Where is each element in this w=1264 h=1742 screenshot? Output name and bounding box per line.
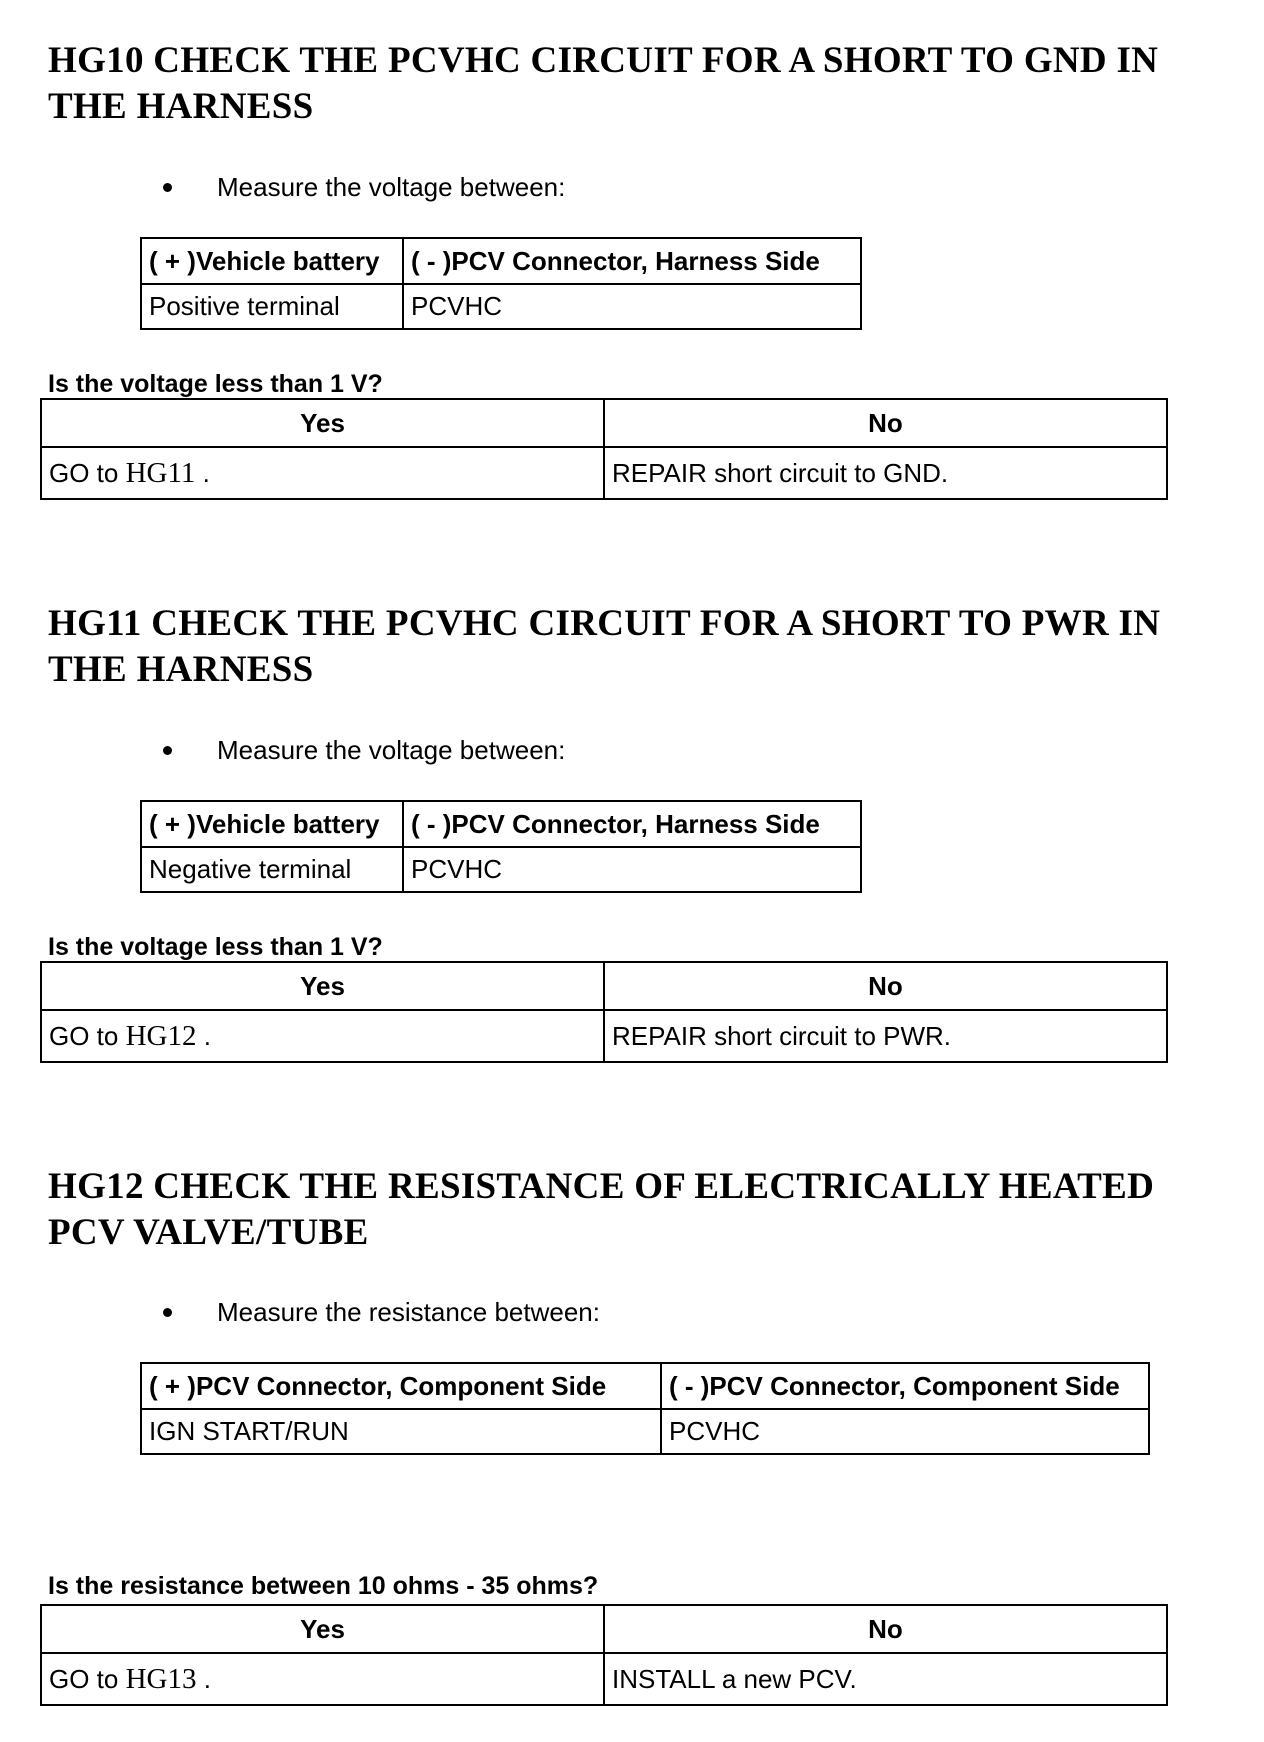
yes-header: Yes [41,962,604,1010]
no-action-cell: REPAIR short circuit to GND. [604,447,1167,499]
step-title-hg10: HG10 CHECK THE PCVHC CIRCUIT FOR A SHORT TO GND IN THE HARNESS [48,40,1159,127]
step-link-hg13[interactable]: HG13 [125,1662,197,1695]
bullet-icon [163,183,172,192]
question-hg10: Is the voltage less than 1 V? [48,370,383,398]
yes-action-cell [41,1653,604,1705]
yes-action-cell [41,1010,604,1062]
yes-action-suffix: . [203,1020,211,1051]
instruction-text: Measure the resistance between: [217,1297,600,1327]
measure-header-positive: ( + )Vehicle battery [141,238,403,284]
bullet-icon [163,1308,172,1317]
instruction-hg12 [163,1297,600,1327]
measure-cell-negative: PCVHC [661,1409,1149,1454]
result-table-hg12 [40,1604,1168,1706]
measurement-table-hg11 [140,800,862,893]
measure-cell-positive: IGN START/RUN [141,1409,661,1454]
instruction-text: Measure the voltage between: [217,172,566,202]
measure-cell-positive: Positive terminal [141,284,403,329]
no-header: No [604,1605,1167,1653]
step-title-hg12: HG12 CHECK THE RESISTANCE OF ELECTRICALLY HEATED PCV VALVE/TUBE [48,1166,1155,1253]
measure-cell-negative: PCVHC [403,284,861,329]
yes-header: Yes [41,1605,604,1653]
yes-action-prefix: GO to [49,457,119,488]
result-table-hg11 [40,961,1168,1063]
bullet-icon [163,746,172,755]
no-header: No [604,962,1167,1010]
question-hg11: Is the voltage less than 1 V? [48,933,383,961]
question-hg12: Is the resistance between 10 ohms - 35 ohms? [48,1572,599,1600]
measurement-table-hg10 [140,237,862,330]
step-link-hg12[interactable]: HG12 [125,1019,197,1052]
step-title-hg11: HG11 CHECK THE PCVHC CIRCUIT FOR A SHORT TO PWR IN THE HARNESS [48,603,1161,690]
yes-action-prefix: GO to [49,1020,119,1051]
measurement-table-hg12 [140,1362,1150,1455]
measure-header-negative: ( - )PCV Connector, Harness Side [403,238,861,284]
no-action-cell: REPAIR short circuit to PWR. [604,1010,1167,1062]
measure-header-positive: ( + )Vehicle battery [141,801,403,847]
yes-action-suffix: . [202,457,210,488]
measure-header-positive: ( + )PCV Connector, Component Side [141,1363,661,1409]
measure-header-negative: ( - )PCV Connector, Harness Side [403,801,861,847]
instruction-text: Measure the voltage between: [217,735,566,765]
result-table-hg10 [40,398,1168,500]
yes-action-suffix: . [203,1663,211,1694]
yes-header: Yes [41,399,604,447]
instruction-hg11 [163,735,565,765]
measure-cell-negative: PCVHC [403,847,861,892]
measure-header-negative: ( - )PCV Connector, Component Side [661,1363,1149,1409]
yes-action-prefix: GO to [49,1663,119,1694]
yes-action-cell [41,447,604,499]
no-header: No [604,399,1167,447]
no-action-cell: INSTALL a new PCV. [604,1653,1167,1705]
instruction-hg10 [163,172,565,202]
measure-cell-positive: Negative terminal [141,847,403,892]
step-link-hg11[interactable]: HG11 [125,456,196,489]
